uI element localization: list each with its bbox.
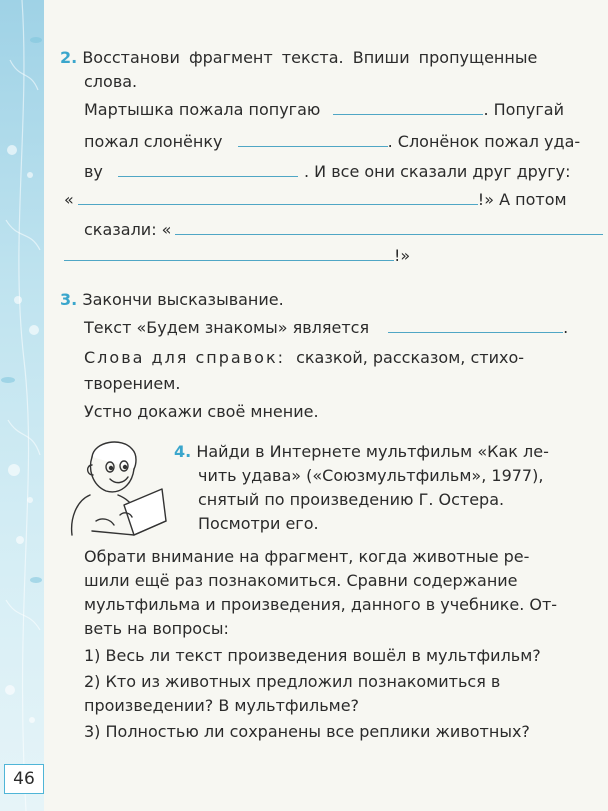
task3-instruction-line: [60, 290, 284, 310]
task4-paragraph-line1: Обрати внимание на фрагмент, когда животные ре-: [84, 547, 530, 566]
answer-blank-2[interactable]: [238, 132, 388, 147]
hint-words: сказкой, рассказом, стихо-: [296, 348, 524, 367]
task4-line1: [174, 442, 549, 462]
task4-number: 4.: [174, 442, 192, 461]
answer-blank-1[interactable]: [333, 100, 483, 115]
hint-label: Слова для справок:: [84, 348, 285, 367]
page-number: 46: [4, 764, 44, 794]
task3-oral: Устно докажи своё мнение.: [84, 402, 319, 421]
task3-line1-text: Текст «Будем знакомы» является: [84, 318, 370, 337]
task3-hint-line2: творением.: [84, 374, 181, 393]
task4-line1-text: Найди в Интернете мультфильм «Как ле-: [196, 442, 549, 461]
task4-paragraph-line2: шили ещё раз познакомиться. Сравни содержание: [84, 571, 518, 590]
task4-line4: Посмотри его.: [198, 514, 319, 533]
answer-blank-5[interactable]: [175, 220, 603, 235]
question-1: 1) Весь ли текст произведения вошёл в мультфильм?: [84, 646, 541, 665]
task2-line3: [84, 162, 571, 182]
task2-line2: [84, 132, 580, 152]
task3-line1-end: .: [563, 318, 569, 337]
task2-instruction-line2: слова.: [84, 72, 138, 91]
task4-paragraph-line4: веть на вопросы:: [84, 619, 229, 638]
task2-line1-text: Мартышка пожала попугаю: [84, 100, 321, 119]
question-3: 3) Полностью ли сохранены все реплики животных?: [84, 722, 530, 741]
task2-line2-text: пожал слонёнку: [84, 132, 223, 151]
answer-blank-4[interactable]: [78, 190, 478, 205]
task2-line4: [64, 190, 567, 210]
decorative-margin-strip: [0, 0, 44, 811]
task3-number: 3.: [60, 290, 78, 309]
task4-line3: снятый по произведению Г. Остера.: [198, 490, 505, 509]
task2-line3-text: ву: [84, 162, 103, 181]
task2-line5: [84, 220, 603, 240]
task4-paragraph-line3: мультфильма и произведения, данного в учебнике. От-: [84, 595, 558, 614]
task2-line4-end: !» А потом: [477, 190, 567, 209]
task2-line4-quote: «: [64, 190, 74, 209]
task2-line3-end: . И все они сказали друг другу:: [304, 162, 571, 181]
answer-blank-7[interactable]: [388, 318, 563, 333]
task2-line6: [64, 246, 410, 266]
question-2-line1: 2) Кто из животных предложил познакомиться в: [84, 672, 501, 691]
answer-blank-6[interactable]: [64, 246, 394, 261]
task2-instruction-text: Восстанови фрагмент текста. Впиши пропущенные: [82, 48, 538, 67]
task2-number: 2.: [60, 48, 78, 67]
task3-line1: [84, 318, 568, 338]
task2-instruction-line1: [60, 48, 585, 68]
boy-with-laptop-illustration: [62, 435, 172, 545]
question-2-line2: произведении? В мультфильме?: [84, 696, 360, 715]
task2-line1: [84, 100, 564, 120]
task3-hint-line1: [84, 348, 584, 368]
floral-decoration-icon: [0, 0, 44, 811]
task2-line2-end: . Слонёнок пожал уда-: [387, 132, 581, 151]
task3-instruction-text: Закончи высказывание.: [82, 290, 284, 309]
task4-line2: чить удава» («Союзмультфильм», 1977),: [198, 466, 544, 485]
boy-laptop-icon: [62, 435, 172, 545]
task2-line5-text: сказали: «: [84, 220, 172, 239]
answer-blank-3[interactable]: [118, 162, 298, 177]
task2-line6-end: !»: [394, 246, 411, 265]
task2-line1-end: . Попугай: [483, 100, 564, 119]
